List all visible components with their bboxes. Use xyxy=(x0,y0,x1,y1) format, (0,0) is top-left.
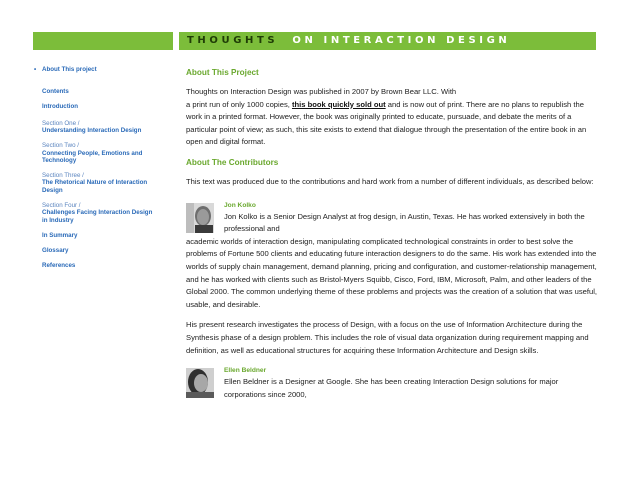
sidebar-item-references[interactable]: References xyxy=(42,261,76,269)
sidebar-item-section-one[interactable] xyxy=(34,120,184,135)
jon-kolko-photo xyxy=(186,203,214,233)
contributors-heading: About The Contributors xyxy=(186,157,279,167)
sidebar-item-section-four[interactable] xyxy=(34,202,184,225)
sidebar-item-contents[interactable]: Contents xyxy=(42,87,69,95)
section-three-title: The Rhetorical Nature of Interaction Design xyxy=(42,179,148,194)
about-paragraph xyxy=(186,86,598,149)
contributor-bio-first: Jon Kolko is a Senior Design Analyst at frog design, in Austin, Texas. He has worked extensively in both the professional and xyxy=(224,211,585,234)
contributors-intro: This text was produced due to the contributions and hard work from a number of different individuals, as described below: xyxy=(186,176,594,186)
sidebar-item-label: About This project xyxy=(42,66,97,73)
contributor-name: Jon Kolko xyxy=(224,201,256,209)
about-text-1b: a print run of only 1000 copies, xyxy=(186,99,292,109)
sidebar-item-introduction[interactable]: Introduction xyxy=(42,103,79,111)
section-two-title: Connecting People, Emotions and Technology xyxy=(42,149,143,165)
contributor-research: His present research investigates the process of Design, with a focus on the use of Information Architecture during the Synthesis phase of a design problem. This includes the role of visual data organization during requirement mapping and definition, as well as educational structures for acquiring these Information Architecture and Design skills. xyxy=(186,320,589,355)
sidebar-item-glossary[interactable]: Glossary xyxy=(42,246,69,254)
section-one-kicker: Section One / xyxy=(42,119,80,127)
sold-out-link[interactable]: this book quickly sold out xyxy=(291,99,386,109)
sidebar-item-section-two[interactable] xyxy=(34,142,184,165)
sidebar-nav xyxy=(34,66,184,269)
sidebar-item-section-three[interactable] xyxy=(34,172,184,195)
contributor-bio-first: Ellen Beldner is a Designer at Google. She has been creating Interaction Design solutions for major corporations since 2000, xyxy=(224,377,559,399)
section-two-kicker: Section Two / xyxy=(42,141,80,149)
section-four-kicker: Section Four / xyxy=(42,201,81,209)
about-text-1c: and is now out of print. xyxy=(385,99,465,109)
contributor-ellen-beldner xyxy=(186,366,598,401)
section-one-title: Understanding Interaction Design xyxy=(42,127,142,135)
section-four-title: Challenges Facing Interaction Design in Industry xyxy=(42,209,153,224)
contributor-bio: academic worlds of interaction design, manipulating complicated technological constraints in order to best solve the problems of Fortune 500 clients and educating future interaction designers to do the same. His work has extended into the worlds of supply chain management, demand planning, pricing and configuration, and customer-relationship management, and he has worked with clients such as Bristol-Myers Squibb, Cisco, Ford, IBM, Microsoft, Palm, and other leaders of the Global 2000. The common underlying theme of these problems and projects was the creation of a solution that was useful, usable, and desirable. xyxy=(186,236,598,309)
current-page-bullet: • xyxy=(34,66,37,73)
section-three-kicker: Section Three / xyxy=(42,171,84,179)
about-text-1a: Thoughts on Interaction Design was published in 2007 by Brown Bear LLC. With xyxy=(186,87,457,96)
main-content xyxy=(186,68,598,401)
site-title-subtitle: ON INTERACTION DESIGN xyxy=(292,35,511,46)
about-text-2: There are no plans to republish the work in a printed format. However, the book was originally printed to educate, pursuade, and debate the merits of a particular point of view; as such, this site exists to extend that dialogue through the presentation of the entire book in an open and digital format. xyxy=(186,99,587,147)
sidebar-item-about[interactable] xyxy=(34,66,184,74)
contributor-jon-kolko xyxy=(186,201,598,358)
about-heading: About This Project xyxy=(186,68,259,77)
contributor-name: Ellen Beldner xyxy=(224,367,267,375)
site-title-thoughts: THOUGHTS xyxy=(187,35,279,46)
sidebar-item-summary[interactable]: In Summary xyxy=(42,232,78,240)
ellen-beldner-photo xyxy=(186,368,214,398)
header-bar-left xyxy=(33,32,173,50)
site-title[interactable] xyxy=(187,35,510,47)
